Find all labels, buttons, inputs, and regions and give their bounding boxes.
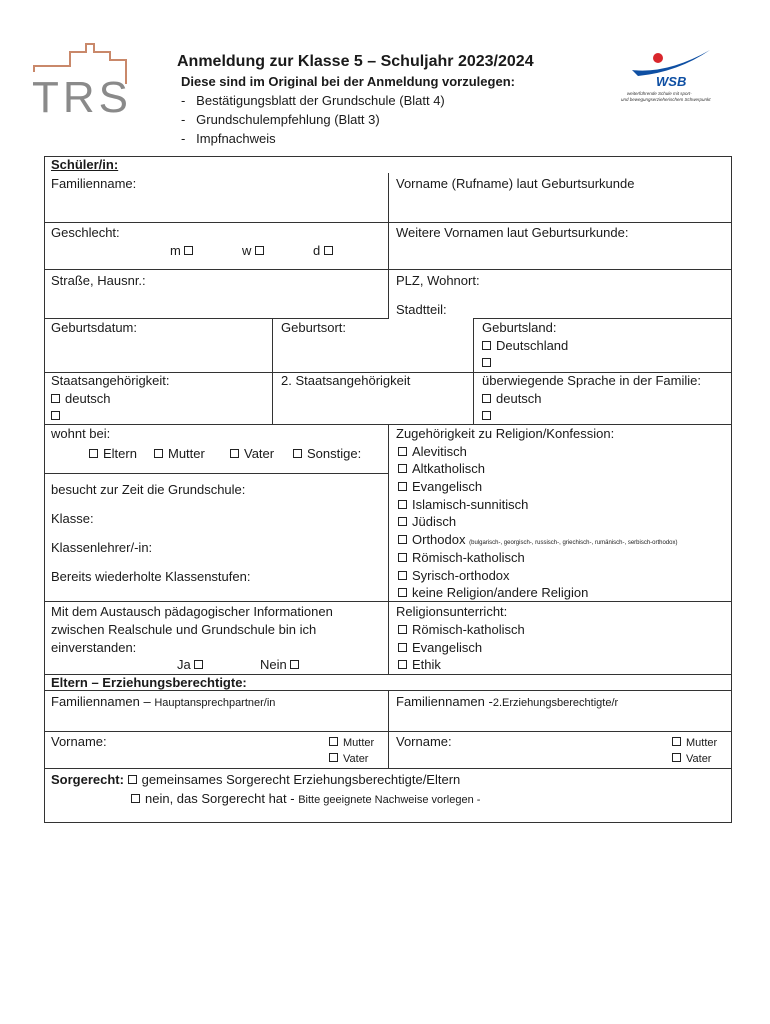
divider: [44, 318, 389, 319]
staatsangehoerigkeit-label: Staatsangehörigkeit:: [51, 373, 170, 388]
familiennamen-1-label: Familiennamen – Hauptansprechpartner/in: [51, 694, 276, 709]
religion-option[interactable]: Altkatholisch: [398, 461, 485, 477]
checkbox-icon[interactable]: [398, 625, 407, 634]
geburtsland-other-option[interactable]: [482, 355, 496, 371]
vorname-2-label: Vorname:: [396, 734, 452, 749]
staat-other-option[interactable]: [51, 408, 65, 424]
divider: [388, 424, 389, 675]
religion-option[interactable]: Römisch-katholisch: [398, 550, 525, 566]
wiederholt-label: Bereits wiederholte Klassenstufen:: [51, 569, 251, 584]
checkbox-icon[interactable]: [184, 246, 193, 255]
trs-logo-graphic: [30, 40, 132, 116]
vorname-1-label: Vorname:: [51, 734, 107, 749]
austausch-nein-option[interactable]: Nein: [260, 657, 304, 673]
checkbox-icon[interactable]: [293, 449, 302, 458]
religion-label: Zugehörigkeit zu Religion/Konfession:: [396, 426, 615, 441]
unterricht-label: Religionsunterricht:: [396, 604, 508, 619]
parent2-mutter-option[interactable]: Mutter: [672, 735, 717, 751]
checkbox-icon[interactable]: [89, 449, 98, 458]
familiennamen-2-label: Familiennamen -2.Erziehungsberechtigte/r: [396, 694, 619, 709]
checkbox-icon[interactable]: [194, 660, 203, 669]
checkbox-icon[interactable]: [398, 660, 407, 669]
parent2-vater-option[interactable]: Vater: [672, 751, 711, 767]
checkbox-icon[interactable]: [398, 643, 407, 652]
divider: [388, 173, 389, 319]
divider: [44, 473, 389, 474]
checkbox-icon[interactable]: [398, 482, 407, 491]
staat-deutsch-option[interactable]: deutsch: [51, 391, 111, 407]
checkbox-icon[interactable]: [398, 588, 407, 597]
checkbox-icon[interactable]: [51, 394, 60, 403]
parent1-vater-option[interactable]: Vater: [329, 751, 368, 767]
checkbox-icon[interactable]: [255, 246, 264, 255]
checkbox-icon[interactable]: [398, 571, 407, 580]
zweite-staatsangehoerigkeit-label: 2. Staatsangehörigkeit: [281, 373, 411, 388]
sprache-label: überwiegende Sprache in der Familie:: [482, 373, 701, 388]
klasse-label: Klasse:: [51, 511, 94, 526]
checkbox-icon[interactable]: [482, 341, 491, 350]
checkbox-icon[interactable]: [398, 447, 407, 456]
unterricht-option[interactable]: Evangelisch: [398, 640, 482, 656]
austausch-line-1: Mit dem Austausch pädagogischer Informationen: [51, 604, 333, 619]
checkbox-icon[interactable]: [131, 794, 140, 803]
checkbox-icon[interactable]: [329, 737, 338, 746]
gender-m-option[interactable]: m: [170, 243, 198, 259]
required-doc-2: - Grundschulempfehlung (Blatt 3): [181, 112, 380, 127]
checkbox-icon[interactable]: [672, 753, 681, 762]
divider: [473, 318, 474, 425]
religion-option[interactable]: keine Religion/andere Religion: [398, 585, 588, 601]
checkbox-icon[interactable]: [398, 500, 407, 509]
checkbox-icon[interactable]: [154, 449, 163, 458]
plz-label: PLZ, Wohnort:: [396, 273, 480, 288]
checkbox-icon[interactable]: [482, 394, 491, 403]
gender-w-option[interactable]: w: [242, 243, 269, 259]
gender-d-option[interactable]: d: [313, 243, 338, 259]
geburtsland-deutschland-option[interactable]: Deutschland: [482, 338, 568, 354]
sorgerecht-label: Sorgerecht:: [51, 772, 124, 787]
divider: [473, 318, 732, 319]
subtitle: Diese sind im Original bei der Anmeldung vorzulegen:: [181, 74, 515, 89]
weitere-vornamen-label: Weitere Vornamen laut Geburtsurkunde:: [396, 225, 629, 240]
geburtsland-label: Geburtsland:: [482, 320, 557, 335]
unterricht-option[interactable]: Ethik: [398, 657, 441, 673]
wsb-logo: [618, 44, 733, 106]
checkbox-icon[interactable]: [329, 753, 338, 762]
geburtsdatum-label: Geburtsdatum:: [51, 320, 137, 335]
trs-logo-text: TRS: [32, 73, 132, 116]
checkbox-icon[interactable]: [672, 737, 681, 746]
divider: [388, 690, 389, 769]
checkbox-icon[interactable]: [482, 411, 491, 420]
geschlecht-label: Geschlecht:: [51, 225, 120, 240]
page-title: Anmeldung zur Klasse 5 – Schuljahr 2023/2024: [177, 53, 534, 70]
checkbox-icon[interactable]: [230, 449, 239, 458]
austausch-line-3: einverstanden:: [51, 640, 137, 655]
checkbox-icon[interactable]: [398, 464, 407, 473]
wohnt-eltern-option[interactable]: Eltern: [89, 446, 137, 462]
religion-option[interactable]: Islamisch-sunnitisch: [398, 497, 528, 513]
strasse-label: Straße, Hausnr.:: [51, 273, 146, 288]
grundschule-label: besucht zur Zeit die Grundschule:: [51, 482, 246, 497]
sorgerecht-nein-row[interactable]: nein, das Sorgerecht hat - Bitte geeignete Nachweise vorlegen -: [131, 791, 480, 808]
wohnt-mutter-option[interactable]: Mutter: [154, 446, 205, 462]
checkbox-icon[interactable]: [398, 553, 407, 562]
orthodox-note: (bulgarisch-, georgisch-, russisch-, griechisch-, rumänisch-, serbisch-orthodox): [469, 540, 678, 546]
checkbox-icon[interactable]: [51, 411, 60, 420]
checkbox-icon[interactable]: [290, 660, 299, 669]
religion-option[interactable]: Orthodox (bulgarisch-, georgisch-, russisch-, griechisch-, rumänisch-, serbisch-orthodox): [398, 532, 678, 551]
religion-option[interactable]: Alevitisch: [398, 444, 467, 460]
trs-logo: [30, 40, 132, 116]
religion-option[interactable]: Jüdisch: [398, 514, 456, 530]
vorname-label: Vorname (Rufname) laut Geburtsurkunde: [396, 176, 635, 191]
wohnt-sonstige-option[interactable]: Sonstige:: [293, 446, 361, 462]
checkbox-icon[interactable]: [128, 775, 137, 784]
wohnt-bei-label: wohnt bei:: [51, 426, 111, 441]
divider: [272, 318, 273, 425]
wsb-logo-graphic: [618, 44, 733, 106]
austausch-ja-option[interactable]: Ja: [177, 657, 208, 673]
wsb-caption-1: weiterführende Schule mit sport-: [627, 91, 692, 96]
sorgerecht-gemeinsam-row[interactable]: Sorgerecht: gemeinsames Sorgerecht Erziehungsberechtigte/Eltern: [51, 772, 461, 787]
geburtsort-label: Geburtsort:: [281, 320, 347, 335]
wsb-logo-text: WSB: [656, 74, 687, 89]
checkbox-icon[interactable]: [482, 358, 491, 367]
wsb-caption-2: und bewegungserzieherischem Schwerpunkt: [621, 97, 711, 102]
section-student: Schüler/in:: [51, 157, 119, 172]
stadtteil-label: Stadtteil:: [396, 302, 447, 317]
checkbox-icon[interactable]: [398, 517, 407, 526]
sprache-other-option[interactable]: [482, 408, 496, 424]
checkbox-icon[interactable]: [324, 246, 333, 255]
familienname-label: Familienname:: [51, 176, 137, 191]
checkbox-icon[interactable]: [398, 535, 407, 544]
required-doc-3: - Impfnachweis: [181, 131, 276, 146]
wohnt-vater-option[interactable]: Vater: [230, 446, 274, 462]
sprache-deutsch-option[interactable]: deutsch: [482, 391, 542, 407]
religion-option[interactable]: Evangelisch: [398, 479, 482, 495]
religion-option[interactable]: Syrisch-orthodox: [398, 568, 510, 584]
austausch-line-2: zwischen Realschule und Grundschule bin ich: [51, 622, 317, 637]
required-doc-1: - Bestätigungsblatt der Grundschule (Blatt 4): [181, 93, 445, 108]
unterricht-option[interactable]: Römisch-katholisch: [398, 622, 525, 638]
parent1-mutter-option[interactable]: Mutter: [329, 735, 374, 751]
section-parents: Eltern – Erziehungsberechtigte:: [51, 675, 247, 690]
klassenlehrer-label: Klassenlehrer/-in:: [51, 540, 153, 555]
